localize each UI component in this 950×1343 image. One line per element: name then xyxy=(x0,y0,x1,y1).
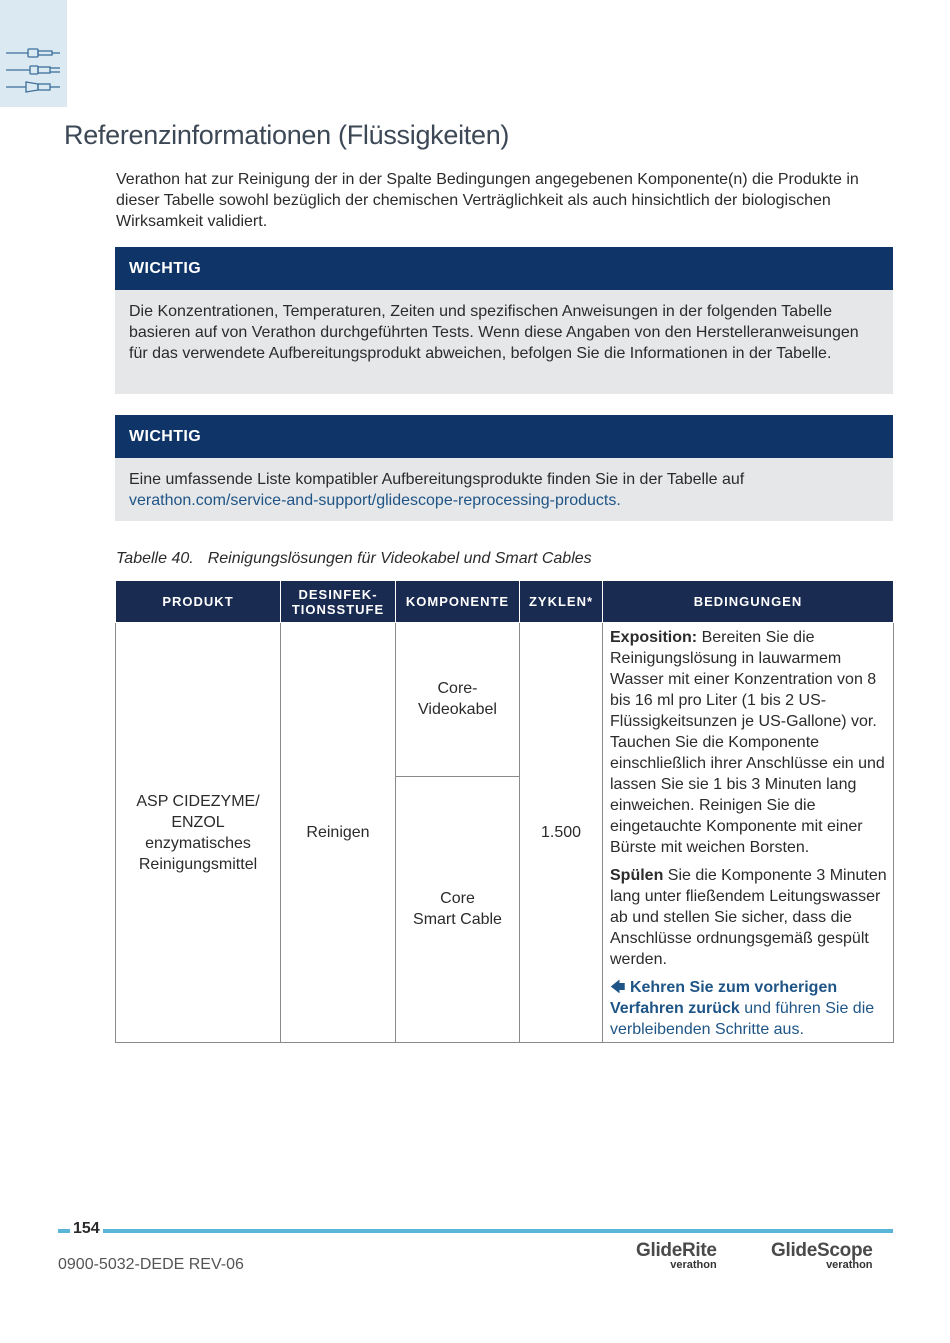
header-produkt: PRODUKT xyxy=(116,581,281,623)
gliderite-logo-text: GlideRite xyxy=(636,1240,717,1261)
page-number: 154 xyxy=(70,1220,103,1238)
header-stufe-line2: TIONSSTUFE xyxy=(291,601,385,617)
komponente-b-line2: Smart Cable xyxy=(413,911,502,929)
header-desinfektionsstufe xyxy=(281,581,396,623)
komponente-b-line1: Core xyxy=(440,890,475,908)
spuelen-paragraph xyxy=(610,865,887,970)
cell-komponente-video xyxy=(396,623,520,777)
komponente-a-line2: Videokabel xyxy=(418,701,497,719)
produkt-line4: Reinigungsmittel xyxy=(138,855,258,873)
cell-komponente-smart-cable xyxy=(396,776,520,1042)
glidescope-logo-sub: verathon xyxy=(826,1259,873,1271)
callout-heading: WICHTIG xyxy=(115,247,893,290)
cable-connectors-icon xyxy=(4,46,62,102)
cell-stufe: Reinigen xyxy=(281,623,396,1043)
header-bedingungen: BEDINGUNGEN xyxy=(603,581,894,623)
gliderite-logo xyxy=(636,1240,717,1271)
callout-body xyxy=(115,458,893,521)
return-bold-text: Kehren Sie zum vorherigen Verfahren zurück xyxy=(610,979,838,1017)
callout-heading: WICHTIG xyxy=(115,415,893,458)
spuelen-label: Spülen xyxy=(610,867,664,884)
arrow-left-icon: 🡄 xyxy=(610,979,626,996)
spuelen-text: Sie die Komponente 3 Minuten lang unter fließendem Leitungswasser ab und stellen Sie sicher, dass die Anschlüsse ordnungsgemäß gespült werden. xyxy=(610,867,887,968)
table-row xyxy=(116,623,894,777)
glidescope-logo xyxy=(771,1240,873,1271)
important-callout-1 xyxy=(115,247,893,394)
cleaning-solutions-table xyxy=(115,580,894,1043)
callout-text: Eine umfassende Liste kompatibler Aufbereitungsprodukte finden Sie in der Tabelle auf xyxy=(129,471,745,488)
important-callout-2 xyxy=(115,415,893,521)
produkt-line2: ENZOL xyxy=(171,813,225,831)
cell-bedingungen xyxy=(603,623,894,1043)
link-period: . xyxy=(616,492,621,509)
table-caption-text: Reinigungslösungen für Videokabel und Smart Cables xyxy=(207,550,592,567)
komponente-a-line1: Core- xyxy=(437,680,478,698)
cell-zyklen: 1.500 xyxy=(520,623,603,1043)
header-stufe-line1: DESINFEK- xyxy=(298,586,378,602)
produkt-line1: ASP CIDEZYME/ xyxy=(136,792,260,810)
gliderite-logo-sub: verathon xyxy=(670,1259,717,1271)
return-to-procedure-link[interactable] xyxy=(610,977,887,1040)
page-title: Referenzinformationen (Flüssigkeiten) xyxy=(64,120,510,150)
intro-paragraph: Verathon hat zur Reinigung der in der Spalte Bedingungen angegebenen Komponente(n) die Produkte in dieser Tabelle sowohl bezüglich der chemischen Verträglichkeit als auch hinsichtlich der biologischen Wirksamkeit validiert. xyxy=(116,171,859,230)
table-caption-label: Tabelle 40. xyxy=(116,550,194,567)
header-zyklen: ZYKLEN* xyxy=(520,581,603,623)
reprocessing-products-link[interactable]: verathon.com/service-and-support/glidescope-reprocessing-products xyxy=(129,492,617,509)
header-komponente: KOMPONENTE xyxy=(396,581,520,623)
return-text: und führen Sie die verbleibenden Schritte aus. xyxy=(610,1000,875,1038)
glidescope-logo-text: GlideScope xyxy=(771,1240,873,1261)
footer-rule xyxy=(58,1229,893,1233)
exposition-paragraph xyxy=(610,627,887,858)
produkt-line3: enzymatisches xyxy=(145,834,251,852)
table-caption xyxy=(116,550,592,568)
callout-body: Die Konzentrationen, Temperaturen, Zeiten und spezifischen Anweisungen in der folgenden Tabelle basieren auf von Verathon durchgeführten Tests. Wenn diese Angaben von den Herstelleranweisungen für das verwendete Aufbereitungsprodukt abweichen, befolgen Sie die Informationen in der Tabelle. xyxy=(115,290,893,394)
cell-produkt xyxy=(116,623,281,1043)
exposition-text: Bereiten Sie die Reinigungslösung in lauwarmem Wasser mit einer Konzentration von 8 bis 16 ml pro Liter (1 bis 2 US-Flüssigkeitsunzen je US-Gallone) vor. Tauchen Sie die Komponente einschließlich ihrer Anschlüsse ein und lassen Sie sie 1 bis 3 Minuten lang einweichen. Reinigen Sie die eingetauchte Komponente mit einer Bürste mit weichen Borsten. xyxy=(610,629,885,856)
section-corner-tab xyxy=(0,0,67,107)
exposition-label: Exposition: xyxy=(610,629,698,646)
table-header-row xyxy=(116,581,894,623)
document-id: 0900-5032-DEDE REV-06 xyxy=(58,1256,244,1273)
